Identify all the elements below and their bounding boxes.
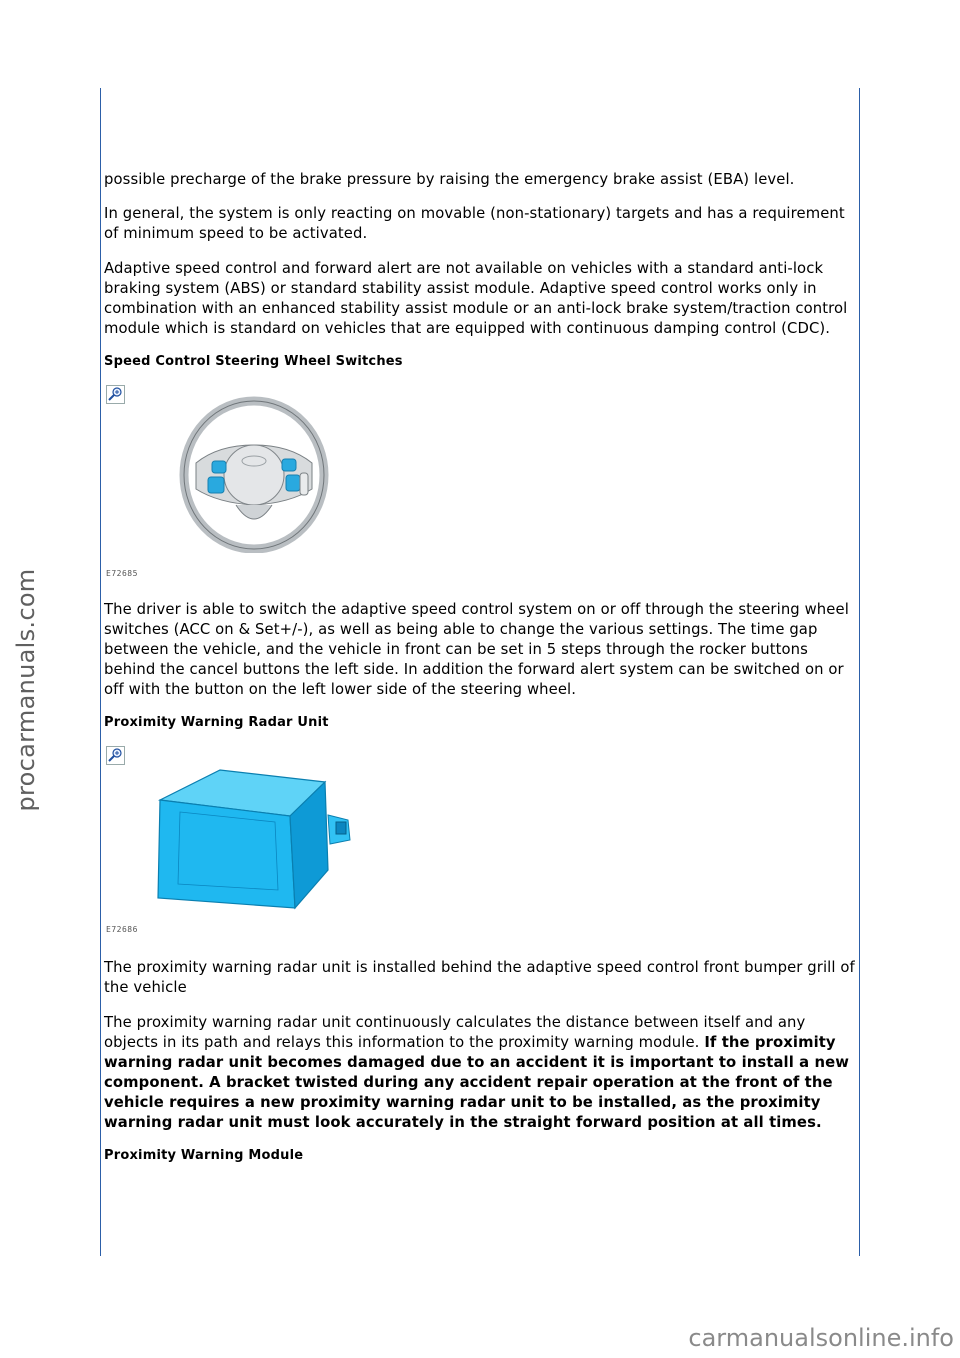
radar-unit-illustration xyxy=(150,760,370,910)
paragraph-precharge: possible precharge of the brake pressure by raising the emergency brake assist (EBA) level. xyxy=(104,171,795,188)
zoom-icon[interactable] xyxy=(106,385,125,404)
heading-proximity-module: Proximity Warning Module xyxy=(104,1148,304,1163)
heading-radar-unit: Proximity Warning Radar Unit xyxy=(104,715,329,730)
radar-function-text: The proximity warning radar unit continuously calculates the distance between itself and any objects in its path and relays this information to the proximity warning module. xyxy=(104,1014,806,1051)
radar-warning-text: If the proximity warning radar unit becomes damaged due to an accident it is important to install a new component. A bracket twisted during any accident repair operation at the front of the vehicle requires a new proximity warning radar unit to be installed, as the proximity warning radar unit must look accurately in the straight forward position at all times. xyxy=(104,1034,850,1131)
steering-wheel-illustration xyxy=(178,393,330,553)
left-margin-rule xyxy=(100,88,101,1256)
right-margin-rule xyxy=(859,88,860,1256)
paragraph-radar-function xyxy=(104,1013,856,1133)
paragraph-radar-location: The proximity warning radar unit is installed behind the adaptive speed control front bumper grill of the vehicle xyxy=(104,959,855,996)
bottom-watermark: carmanualsonline.info xyxy=(688,1324,954,1352)
side-watermark: procarmanuals.com xyxy=(12,568,40,812)
figure-code: E72686 xyxy=(106,925,138,934)
page-content xyxy=(104,170,856,1180)
figure-steering-wheel xyxy=(104,385,856,578)
paragraph-steering-switches: The driver is able to switch the adaptive speed control system on or off through the steering wheel switches (ACC on & Set+/-), as well as being able to change the various settings. The time gap between the vehicle, and the vehicle in front can be set in 5 steps through the rocker buttons behind the cancel buttons the left side. In addition the forward alert system can be switched on or off with the button on the left lower side of the steering wheel. xyxy=(104,601,849,698)
heading-steering-switches: Speed Control Steering Wheel Switches xyxy=(104,354,403,369)
zoom-icon[interactable] xyxy=(106,746,125,765)
figure-code: E72685 xyxy=(106,569,138,578)
figure-radar-unit xyxy=(104,746,856,934)
paragraph-general: In general, the system is only reacting on movable (non-stationary) targets and has a requirement of minimum speed to be activated. xyxy=(104,205,845,242)
paragraph-availability: Adaptive speed control and forward alert are not available on vehicles with a standard anti-lock braking system (ABS) or standard stability assist module. Adaptive speed control works only in combination with an enhanced stability assist module or an anti-lock brake system/traction control module which is standard on vehicles that are equipped with continuous damping control (CDC). xyxy=(104,260,848,337)
